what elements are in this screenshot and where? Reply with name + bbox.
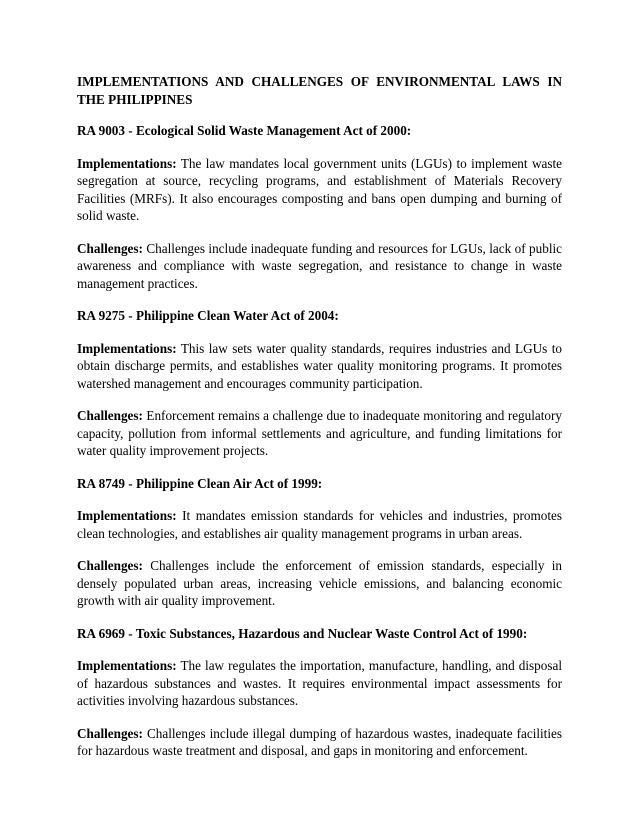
- challenges-paragraph: [77, 240, 562, 293]
- implementations-text: It mandates emission standards for vehicles and industries, promotes clean technologies, and establishes air quality management programs in urban areas.: [77, 508, 563, 541]
- law-section-ra-8749: [77, 475, 562, 610]
- law-heading: RA 6969 - Toxic Substances, Hazardous and Nuclear Waste Control Act of 1990:: [77, 625, 528, 641]
- law-heading: RA 9275 - Philippine Clean Water Act of 2004:: [77, 308, 339, 323]
- law-section-ra-9003: [77, 122, 562, 292]
- implementations-paragraph: [77, 340, 562, 393]
- implementations-text: This law sets water quality standards, requires industries and LGUs to obtain discharge permits, and establishes water quality monitoring programs. It promotes watershed management and encourages community participation.: [77, 340, 562, 391]
- implementations-label: Implementations:: [77, 340, 177, 356]
- law-section-ra-9275: [77, 307, 562, 460]
- challenges-text: Enforcement remains a challenge due to inadequate monitoring and regulatory capacity, pollution from informal settlements and agriculture, and funding limitations for water quality improvement projects.: [77, 408, 563, 458]
- document-title: IMPLEMENTATIONS AND CHALLENGES OF ENVIRONMENTAL LAWS IN THE PHILIPPINES: [77, 74, 562, 107]
- challenges-label: Challenges:: [77, 408, 143, 423]
- challenges-paragraph: [77, 407, 562, 460]
- implementations-label: Implementations:: [77, 658, 177, 673]
- implementations-label: Implementations:: [77, 155, 177, 171]
- challenges-paragraph: [77, 725, 562, 760]
- challenges-label: Challenges:: [77, 240, 143, 256]
- document-page: [77, 73, 562, 775]
- implementations-paragraph: [77, 155, 562, 225]
- implementations-text: The law regulates the importation, manufacture, handling, and disposal of hazardous substances and wastes. It requires environmental impact assessments for activities involving hazardous substances.: [77, 658, 562, 708]
- implementations-paragraph: [77, 507, 562, 542]
- challenges-text: Challenges include the enforcement of emission standards, especially in densely populated urban areas, increasing vehicle emissions, and balancing economic growth with air quality improvement.: [77, 558, 562, 608]
- challenges-text: Challenges include illegal dumping of hazardous wastes, inadequate facilities for hazardous waste treatment and disposal, and gaps in monitoring and enforcement.: [77, 725, 562, 758]
- law-heading: RA 8749 - Philippine Clean Air Act of 1999:: [77, 475, 323, 491]
- implementations-paragraph: [77, 657, 562, 710]
- challenges-label: Challenges:: [77, 558, 143, 573]
- challenges-paragraph: [77, 557, 562, 610]
- implementations-label: Implementations:: [77, 508, 177, 523]
- implementations-text: The law mandates local government units (LGUs) to implement waste segregation at source, recycling programs, and establishment of Materials Recovery Facilities (MRFs). It also encourages composting and bans open dumping and burning of solid waste.: [77, 155, 563, 223]
- law-section-ra-6969: [77, 625, 562, 760]
- challenges-label: Challenges:: [77, 725, 143, 741]
- law-heading: RA 9003 - Ecological Solid Waste Management Act of 2000:: [77, 123, 412, 138]
- challenges-text: Challenges include inadequate funding and resources for LGUs, lack of public awareness and compliance with waste segregation, and resistance to change in waste management practices.: [77, 240, 563, 291]
